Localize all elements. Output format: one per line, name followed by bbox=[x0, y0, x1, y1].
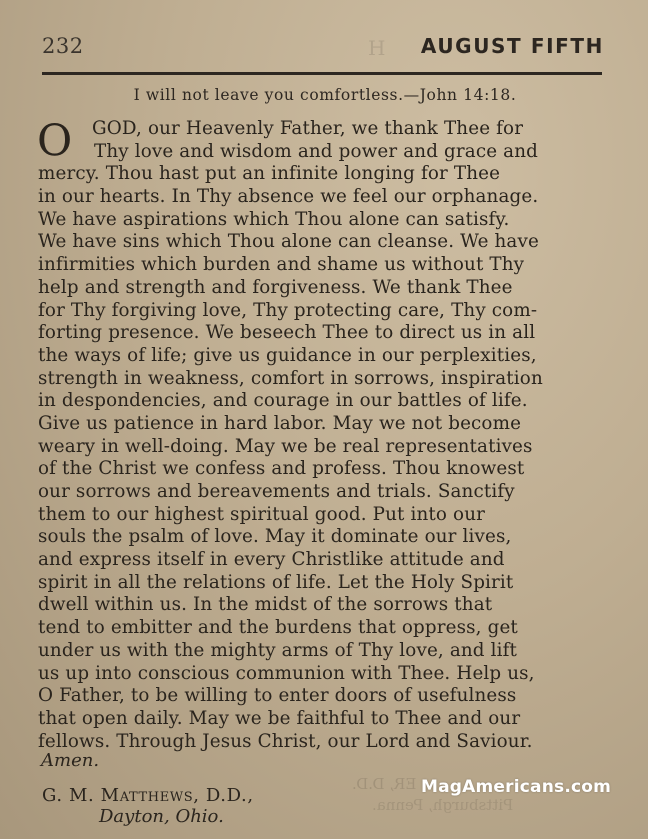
prayer-body bbox=[38, 118, 606, 753]
page-number: 232 bbox=[42, 34, 84, 58]
show-through-text: Pittsburgh, Penna. bbox=[372, 796, 514, 814]
author-surname: Matthews bbox=[100, 785, 194, 806]
author-location: Dayton, Ohio. bbox=[99, 806, 224, 827]
prayer-line: O Father, to be willing to enter doors of usefulness bbox=[38, 685, 517, 707]
prayer-line: Thy love and wisdom and power and grace and bbox=[94, 140, 538, 162]
prayer-line: that open daily. May we be faithful to Thee and our bbox=[38, 707, 521, 729]
drop-cap: O bbox=[37, 116, 73, 166]
prayer-line: GOD, our Heavenly Father, we thank Thee for bbox=[92, 118, 524, 139]
prayer-line: for Thy forgiving love, Thy protecting care, Thy com- bbox=[38, 299, 538, 321]
author-initials: G. M. bbox=[42, 785, 95, 806]
prayer-line: in despondencies, and courage in our battles of life. bbox=[38, 390, 528, 412]
scripture-epigraph: I will not leave you comfortless.—John 14:18. bbox=[133, 86, 517, 104]
prayer-line: us up into conscious communion with Thee. Help us, bbox=[38, 662, 535, 684]
prayer-line: help and strength and forgiveness. We thank Thee bbox=[38, 276, 513, 298]
prayer-line: spirit in all the relations of life. Let the Holy Spirit bbox=[38, 571, 514, 593]
page-header bbox=[42, 30, 604, 70]
prayer-line: mercy. Thou hast put an infinite longing for Thee bbox=[38, 163, 501, 185]
prayer-line: in our hearts. In Thy absence we feel our orphanage. bbox=[38, 186, 539, 208]
prayer-line: of the Christ we confess and profess. Thou knowest bbox=[38, 458, 525, 480]
watermark-text: MagAmericans.com bbox=[421, 777, 612, 797]
prayer-line: the ways of life; give us guidance in our perplexities, bbox=[38, 344, 537, 366]
prayer-line: dwell within us. In the midst of the sorrows that bbox=[38, 594, 493, 616]
header-rule bbox=[42, 72, 602, 75]
prayer-line: our sorrows and bereavements and trials. Sanctify bbox=[38, 481, 515, 502]
prayer-line: under us with the mighty arms of Thy love, and lift bbox=[38, 639, 518, 661]
author-signature bbox=[42, 785, 254, 806]
prayer-line: fellows. Through Jesus Christ, our Lord and Saviour. bbox=[38, 730, 533, 752]
amen-closing: Amen. bbox=[41, 750, 100, 771]
prayer-line: Give us patience in hard labor. May we not become bbox=[38, 412, 522, 434]
show-through-letter: H bbox=[368, 36, 386, 60]
author-degree: , D.D., bbox=[193, 785, 254, 806]
prayer-line: strength in weakness, comfort in sorrows, inspiration bbox=[38, 367, 543, 389]
prayer-line: souls the psalm of love. May it dominate our lives, bbox=[38, 526, 512, 548]
prayer-line: them to our highest spiritual good. Put into our bbox=[38, 503, 486, 525]
prayer-line: tend to embitter and the burdens that oppress, get bbox=[38, 617, 518, 639]
prayer-line: forting presence. We beseech Thee to direct us in all bbox=[38, 322, 536, 344]
prayer-line: infirmities which burden and shame us without Thy bbox=[38, 254, 525, 276]
prayer-line: We have aspirations which Thou alone can satisfy. bbox=[38, 208, 510, 230]
running-head-title: AUGUST FIFTH bbox=[420, 34, 604, 58]
prayer-line: and express itself in every Christlike attitude and bbox=[38, 549, 505, 571]
prayer-line: We have sins which Thou alone can cleanse. We have bbox=[38, 231, 539, 253]
prayer-line: weary in well-doing. May we be real representatives bbox=[38, 435, 533, 457]
show-through-text: ER, D.D. bbox=[352, 775, 417, 793]
